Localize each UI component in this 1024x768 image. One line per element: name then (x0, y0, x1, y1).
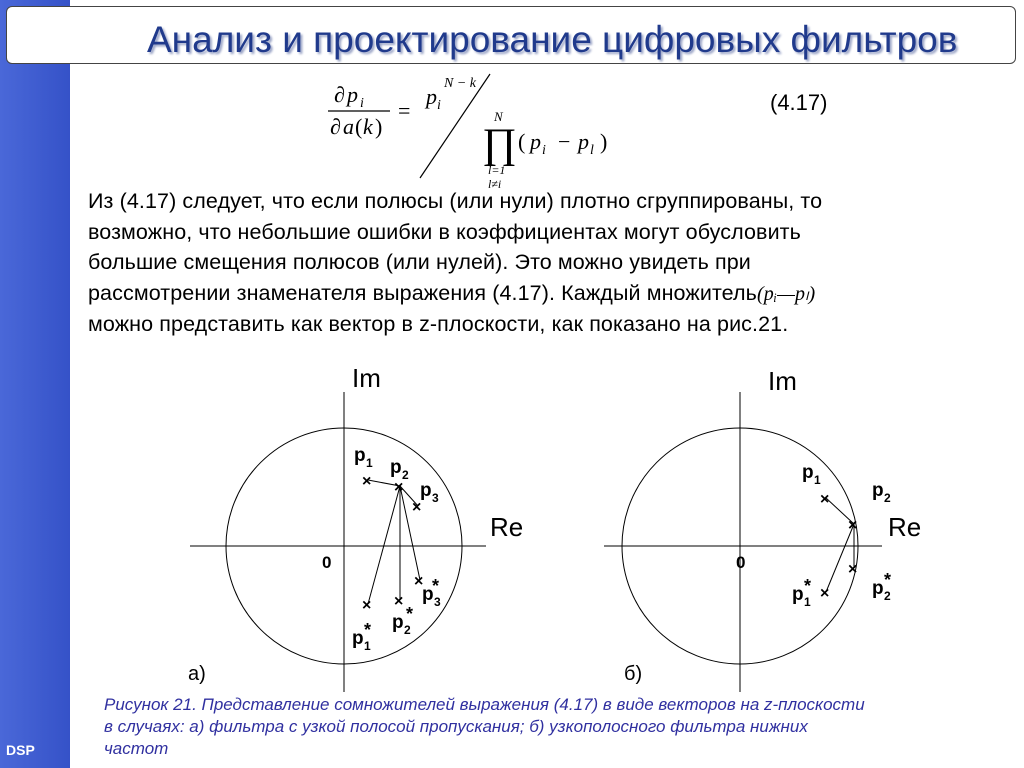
label-a-p2conj-star: * (406, 604, 414, 624)
eq-den-rparen: ) (375, 114, 383, 139)
eq-prod-upper: N (494, 109, 503, 124)
im-label-b: Im (768, 366, 797, 396)
label-a-p3conj-star: * (432, 576, 440, 596)
im-label-a: Im (352, 363, 381, 393)
eq-factor-rparen: ) (600, 129, 608, 154)
sidebar-label: DSP (6, 742, 35, 758)
pole-b-p1: × (820, 491, 830, 508)
pole-b-p1conj: × (820, 585, 830, 602)
re-label-a: Re (490, 512, 524, 542)
label-a-p1-sub: 1 (366, 456, 373, 470)
label-a-p3conj-sub: 3 (434, 595, 441, 609)
origin-label-a: 0 (322, 553, 332, 572)
label-a-p1conj: p (352, 628, 364, 649)
eq-rhs-exp: N − k (444, 76, 476, 91)
label-b-p2-sub: 2 (884, 491, 891, 505)
label-a-p1: p (354, 445, 366, 466)
label-b-p2conj-sub: 2 (884, 589, 891, 603)
panel-label-a: а) (188, 663, 206, 685)
label-b-p1conj: p (792, 584, 804, 605)
eq-factor-minus: − (558, 129, 571, 154)
eq-prod-symbol: ∏ (482, 121, 517, 167)
eq-den-lparen: ( (355, 114, 363, 139)
label-a-p1conj-sub: 1 (364, 639, 371, 653)
label-a-p3-sub: 3 (432, 491, 439, 505)
caption-line-1: Рисунок 21. Представление сомножителей выражения (4.17) в виде векторов на z-плоскости (104, 695, 865, 714)
pole-a-p2: × (394, 479, 404, 496)
pole-b-p2conj: × (848, 561, 858, 578)
vector-b-p2-p1conj (826, 524, 854, 592)
eq-den-a: a (343, 114, 354, 139)
label-b-p2conj-star: * (884, 570, 892, 590)
origin-label-b: 0 (736, 553, 746, 572)
label-b-p1conj-star: * (804, 576, 812, 596)
label-a-p3: p (420, 480, 432, 501)
eq-prod-lower1: l=1 (488, 163, 506, 177)
paragraph-line-4-text: рассмотрении знаменателя выражения (4.17). Каждый множитель (88, 280, 757, 305)
paragraph-line-5: можно представить как вектор в z-плоскости, как показано на рис.21. (88, 312, 789, 336)
pole-a-p3conj: × (414, 573, 424, 590)
label-b-p1: p (802, 462, 814, 483)
eq-den-k: k (363, 114, 373, 139)
pole-a-p1conj: × (362, 597, 372, 614)
eq-factor-p1: p (530, 129, 541, 154)
panel-label-b: б) (624, 663, 643, 685)
eq-equals: = (398, 98, 411, 123)
caption-line-3: частот (104, 739, 169, 758)
eq-rhs-p: p (426, 84, 437, 109)
label-b-p2: p (872, 480, 884, 501)
eq-den-partial: ∂ (330, 114, 341, 139)
paragraph-line-2: возможно, что небольшие ошибки в коэффициентах могут обусловить (88, 219, 801, 244)
eq-rhs-i: i (437, 98, 441, 113)
label-b-p2conj: p (872, 578, 884, 599)
eq-factor-p2: p (578, 129, 589, 154)
label-b-p1-sub: 1 (814, 473, 821, 487)
eq-num-p: p (347, 82, 358, 107)
equation-number: (4.17) (770, 90, 828, 115)
eq-num-partial: ∂ (334, 82, 345, 107)
paragraph-line-3: большие смещения полюсов (или нулей). Это можно увидеть при (88, 250, 751, 274)
pole-a-p1: × (362, 473, 372, 490)
label-a-p2: p (390, 457, 402, 478)
pole-b-p2: × (848, 517, 858, 534)
pole-a-p3: × (412, 499, 422, 516)
eq-prod-lower2: l≠i (488, 177, 502, 191)
page-title: Анализ и проектирование цифровых фильтров (147, 19, 958, 60)
label-a-p3conj: p (422, 584, 434, 605)
label-a-p2conj: p (392, 612, 404, 633)
label-a-p1conj-star: * (364, 620, 372, 640)
paragraph-line-1: Из (4.17) следует, что если полюсы (или нули) плотно сгруппированы, то (88, 189, 823, 213)
eq-factor-lparen: ( (518, 129, 526, 154)
pole-a-p2conj: × (394, 593, 404, 610)
figure-caption (104, 694, 1014, 760)
label-a-p2-sub: 2 (402, 468, 409, 482)
label-b-p1conj-sub: 1 (804, 595, 811, 609)
vector-a-p2-p1conj (368, 486, 400, 604)
caption-line-2: в случаях: а) фильтра с узкой полосой пропускания; б) узкополосного фильтра нижних (104, 717, 808, 736)
eq-num-i: i (360, 96, 364, 111)
eq-factor-i: i (542, 143, 546, 158)
label-a-p2conj-sub: 2 (404, 623, 411, 637)
eq-factor-l: l (590, 143, 594, 158)
re-label-b: Re (888, 512, 922, 542)
inline-factor: (pᵢ—pₗ) (756, 282, 816, 305)
